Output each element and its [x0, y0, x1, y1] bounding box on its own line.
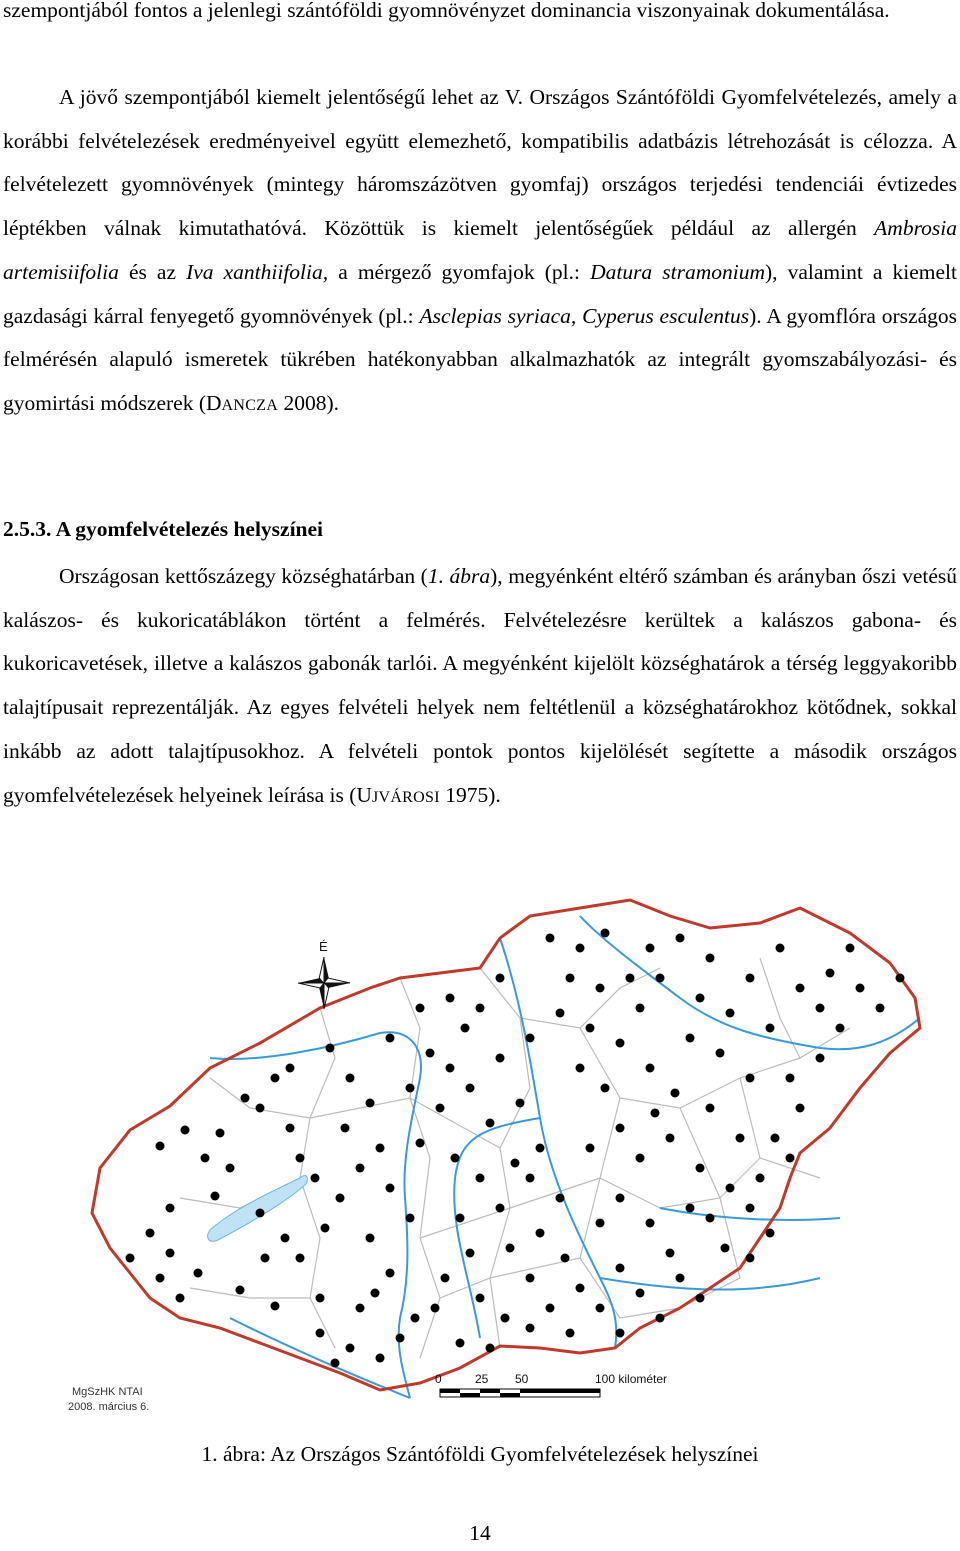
- text-run: a mérgező gyomfajok (pl.:: [328, 259, 591, 284]
- scale-label-100: 100 kilométer: [595, 1372, 668, 1386]
- scale-label-50: 50: [515, 1372, 529, 1386]
- species-name: Ambrosia artemisiifolia: [3, 216, 957, 284]
- text-run: ), valamint a kiemelt gazdasági kárral fenyegető gyomnövények (pl.:: [3, 259, 958, 328]
- text-run: és az: [118, 259, 187, 284]
- text-run: ). A gyomflóra országos felmérésén alapuló ismeretek tükrében hatékonyabban alkalmazhatók az integrált gyomszabályozási- és gyomirtási módszerek (D: [3, 303, 957, 415]
- text-run: Országosan kettőszázegy községhatárban (: [59, 564, 428, 588]
- text-run: 1975).: [439, 782, 501, 807]
- paragraph-intro-text: szempontjából fontos a jelenlegi szántóföldi gyomnövényzet dominancia viszonyainak dokumentálása.: [3, 0, 890, 22]
- text-run: 2008).: [278, 390, 340, 415]
- section-heading: 2.5.3. A gyomfelvételezés helyszínei: [3, 517, 324, 541]
- rivers: [210, 916, 920, 1398]
- county-boundaries: [180, 958, 850, 1358]
- paragraph-locations: [3, 555, 957, 819]
- map-credit-line1: MgSzHK NTAI: [72, 1386, 143, 1398]
- author-smallcaps: ANCZA: [221, 396, 279, 414]
- text-run: A jövő szempontjából kiemelt jelentőségű lehet az V. Országos Szántóföldi Gyomfelvételezés, amely a korábbi felvételezések eredményeivel együtt elemezhető, kompatibilis adatbázis létrehozását is célozza. A felvételezett gyomnövények (mintegy háromszázötven gyomfaj) országos terjedési tendenciái évtizedes léptékben válnak kimutathatóvá. Közöttük is kiemelt jelentőségűek például az allergén: [3, 85, 957, 241]
- paragraph-intro: [3, 0, 957, 33]
- hungary-survey-map: [60, 878, 960, 1418]
- species-name: Asclepias syriaca, Cyperus esculentus: [419, 303, 750, 328]
- text-run: ), megyénként eltérő számban és arányban őszi vetésű kalászos- és kukoricatáblákon történt a felmérés. Felvételezésre kerültek a kalászos gabona- és kukoricavetések, illetve a kalászos gabonák tarlói. A megyénként kijelölt községhatárok a térség leggyakoribb talajtípusait reprezentálják. Az egyes felvételi helyek nem feltétlenül a községhatárokhoz kötődnek, sokkal inkább az adott talajtípusokhoz. A felvételi pontok pontos kijelölését segítette a második országos gyomfelvételezések helyeinek leírása is (U: [3, 564, 957, 807]
- survey-sites: [126, 929, 905, 1368]
- map-credit-line2: 2008. március 6.: [68, 1401, 150, 1413]
- figure-reference: 1. ábra: [427, 564, 491, 588]
- scale-bar: [435, 1372, 667, 1397]
- species-name: Iva xanthiifolia,: [186, 259, 329, 284]
- page-number: 14: [469, 1521, 491, 1545]
- paragraph-survey: [3, 76, 957, 428]
- scale-label-0: 0: [435, 1372, 442, 1386]
- scale-label-25: 25: [475, 1372, 489, 1386]
- figure-caption: 1. ábra: Az Országos Szántóföldi Gyomfelvételezések helyszínei: [201, 1442, 759, 1466]
- north-label: É: [319, 939, 328, 954]
- lake-balaton: [208, 1176, 308, 1242]
- author-smallcaps: JVÁROSI: [371, 788, 440, 806]
- species-name: Datura stramonium: [590, 259, 765, 284]
- map-svg: [60, 878, 960, 1418]
